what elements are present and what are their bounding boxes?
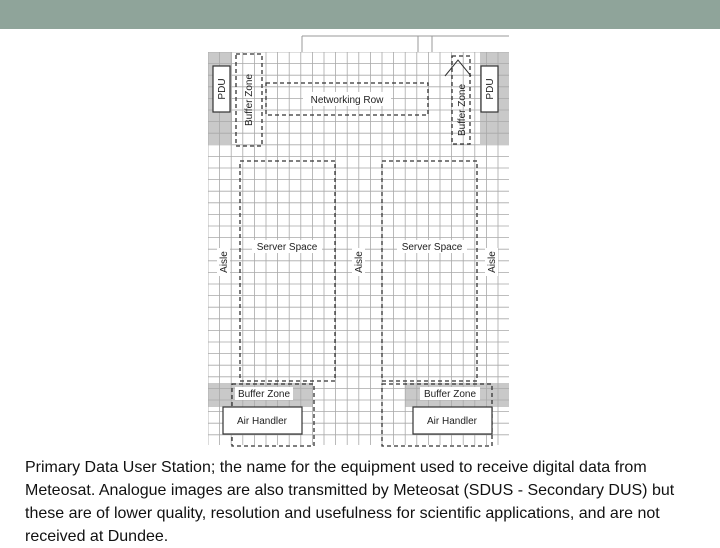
air-handler-right (413, 407, 492, 434)
aisle-left-label: Aisle (219, 251, 230, 273)
pdu-right-label: PDU (485, 78, 496, 100)
top-extension (302, 36, 509, 52)
pdu-left-label: PDU (217, 78, 228, 100)
aisle-middle-label: Aisle (354, 251, 365, 273)
pdu-left (213, 66, 230, 112)
server-space-right-label: Server Space (401, 242, 463, 253)
buffer-zone-left-label: Buffer Zone (244, 73, 255, 127)
buffer-zone-bottom-right-label: Buffer Zone (423, 389, 477, 400)
buffer-zone-right (445, 56, 471, 144)
buffer-zone-bottom-left-label: Buffer Zone (237, 389, 291, 400)
caption-text: Primary Data User Station; the name for the equipment used to receive digital data from Meteosat. Analogue images are also transmitted by Meteosat (SDUS - Secondary DUS) but these are of lower quality, resolution and usefulness for scientific applications, and are not received at Dundee. (25, 459, 675, 545)
server-space-left-label: Server Space (256, 242, 318, 253)
air-handler-right-label: Air Handler (426, 416, 478, 427)
air-handler-left (223, 407, 302, 434)
buffer-zone-right-label: Buffer Zone (457, 83, 468, 137)
aisle-right-label: Aisle (487, 251, 498, 273)
pdu-right (481, 66, 498, 112)
networking-row-label: Networking Row (310, 95, 384, 106)
server-space-right (382, 161, 477, 381)
air-handler-left-label: Air Handler (236, 416, 288, 427)
buffer-zone-left (236, 54, 262, 146)
